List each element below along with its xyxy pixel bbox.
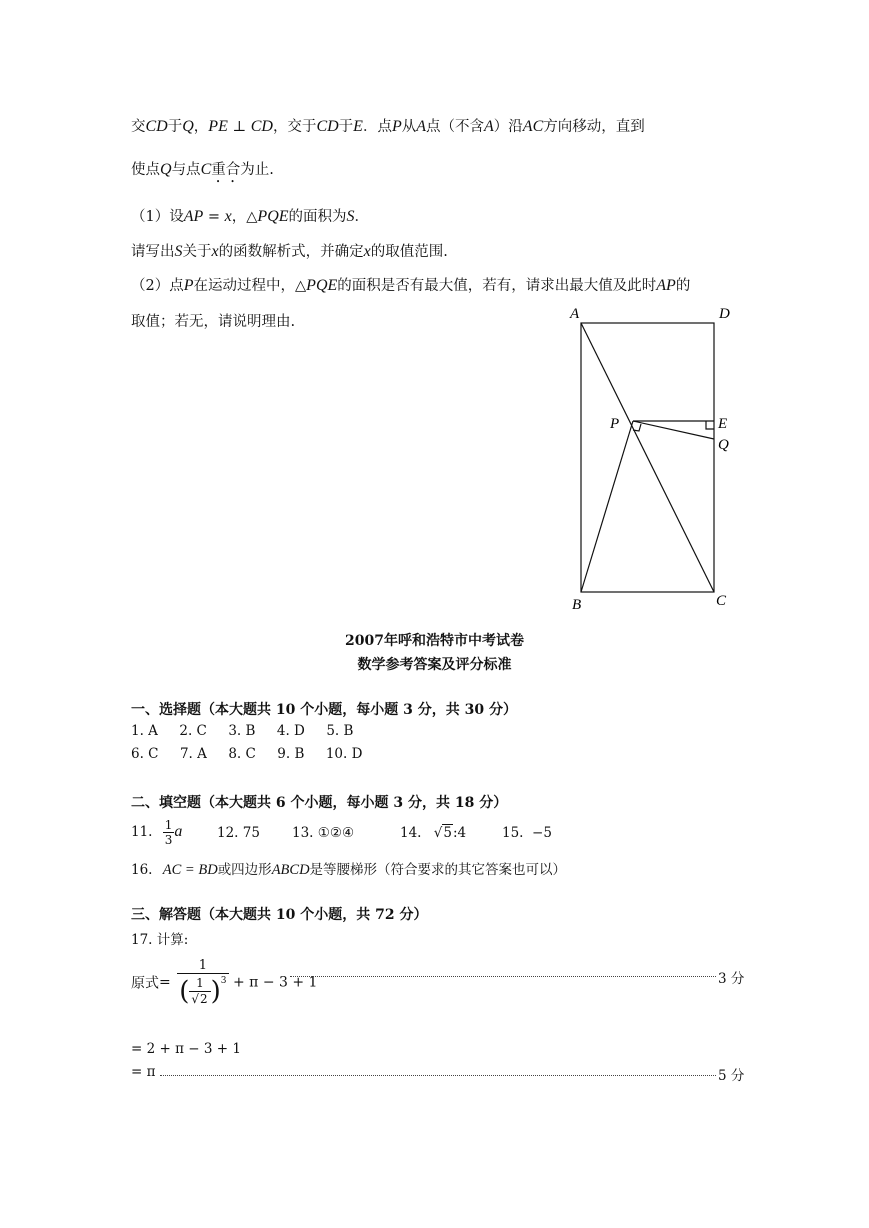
segment-AC	[581, 323, 714, 592]
problem-line-4: 请写出S关于x的函数解析式，并确定x的取值范围.	[131, 243, 448, 260]
problem-line-3: （1）设AP = x，△PQE的面积为S．	[131, 208, 370, 225]
answers-title-2: 数学参考答案及评分标准	[357, 657, 512, 673]
answer-13: 13. ①②④	[292, 825, 355, 841]
score-2: 5 分	[718, 1068, 745, 1084]
dot-leader-1	[290, 976, 716, 977]
label-E: E	[718, 416, 728, 432]
segment-PQ	[633, 421, 714, 439]
right-angle-E	[706, 421, 714, 429]
geometry-figure	[560, 300, 760, 620]
problem-line-5: （2）点P在运动过程中，△PQE的面积是否有最大值，若有，请求出最大值及此时AP的	[131, 277, 691, 294]
section1-row-1: 1. A 2. C 3. B 4. D 5. B	[131, 723, 354, 739]
answer-12: 12. 75	[217, 825, 260, 841]
answer-15: 15. −5	[502, 825, 552, 841]
answer-11: 11. $\frac{1}{3}$ a	[131, 818, 183, 847]
section1-header: 一、选择题（本大题共 10 个小题，每小题 3 分，共 30 分）	[131, 702, 517, 718]
right-angle-P	[633, 424, 641, 431]
answer-14: 14. √5:4	[400, 825, 467, 841]
label-Q: Q	[718, 437, 729, 453]
calc-step-2: = 2 + π − 3 + 1	[131, 1041, 241, 1057]
label-D: D	[719, 306, 730, 322]
segment-PB	[581, 421, 633, 592]
answers-title-1: 2007年呼和浩特市中考试卷	[345, 633, 524, 649]
question-17-label: 17. 计算:	[131, 932, 189, 948]
label-C: C	[716, 593, 727, 609]
problem-line-6: 取值；若无，请说明理由.	[131, 314, 296, 330]
label-B: B	[572, 597, 582, 613]
section3-header: 三、解答题（本大题共 10 个小题，共 72 分）	[131, 907, 428, 923]
label-P: P	[610, 416, 620, 432]
calc-step-3: = π	[131, 1064, 156, 1080]
section2-header: 二、填空题（本大题共 6 个小题，每小题 3 分，共 18 分）	[131, 795, 508, 811]
label-A: A	[570, 306, 580, 322]
score-1: 3 分	[718, 971, 745, 987]
section1-row-2: 6. C 7. A 8. C 9. B 10. D	[131, 746, 363, 762]
problem-line-1: 交CD于Q，PE ⊥ CD，交于CD于E．点P从A点（不含A）沿AC方向移动，直到	[131, 118, 645, 135]
calc-step-1: 原式= 1 ( $\frac{1}{√2}$ )$^3$ + π − 3 + 1	[131, 958, 318, 1007]
problem-line-2: 使点Q与点C重合为止.	[131, 161, 274, 178]
dot-leader-2	[160, 1075, 716, 1076]
answer-16: 16. AC = BD或四边形ABCD是等腰梯形（符合要求的其它答案也可以）	[131, 862, 567, 878]
